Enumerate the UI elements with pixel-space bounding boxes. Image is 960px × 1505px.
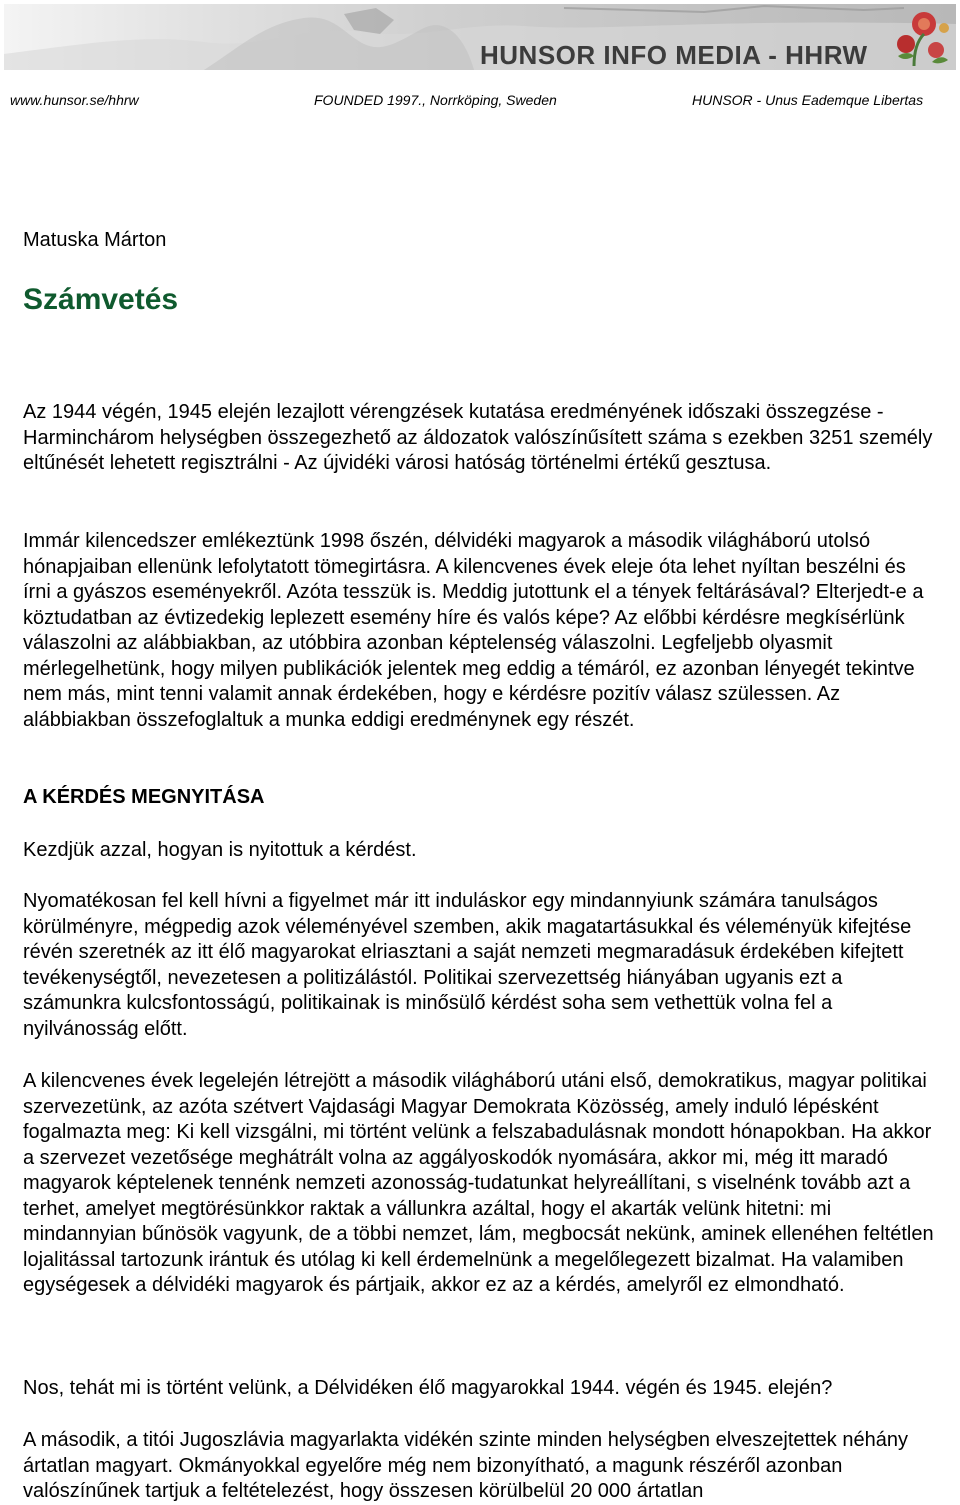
article-paragraph: Kezdjük azzal, hogyan is nyitottuk a kérdést. [23, 839, 417, 861]
brand-name: HUNSOR INFO MEDIA - HHRW [480, 40, 868, 70]
article-paragraph: Nos, tehát mi is történt velünk, a Délvidéken élő magyarokkal 1944. végén és 1945. elején? [23, 1377, 833, 1399]
article-title: Számvetés [23, 283, 179, 316]
motto-text: HUNSOR - Unus Eademque Libertas [692, 92, 924, 108]
section-heading: A KÉRDÉS MEGNYITÁSA [23, 786, 265, 808]
article-paragraph: A második, a titói Jugoszlávia magyarlakta vidékén szinte minden helységben elveszejtettek néhány ártatlan magyart. Okmányokkal egyelőre még nem bizonyítható, a magunk részéről azonban valószínűnek tartjuk a feltételezést, hogy összesen körülbelül 20 000 ártatlan [23, 1429, 908, 1502]
site-url-link[interactable]: www.hunsor.se/hhrw [10, 92, 139, 108]
article-paragraph: Nyomatékosan fel kell hívni a figyelmet már itt induláskor egy mindannyiunk számára tanulságos körülményre, mégpedig azok véleményével szemben, akik magatartásukkal és véleményük kifejtése révén szeretnék az itt élő magyarokat elriasztani a saját nemzeti megmaradásuk érdekében kifejtett tevékenységtől, nevezetesen a politizálástól. Politikai szervezettség hiányában ugyanis ezt a számunkra kulcsfontosságú, politikainak is minősülő kérdést soha sem vethettük volna fel a nyilvánosság előtt. [23, 890, 912, 1040]
article-author: Matuska Márton [23, 229, 167, 251]
flower-logo-icon [884, 6, 954, 68]
header-banner [4, 4, 956, 70]
header-subline [4, 90, 956, 112]
founded-text: FOUNDED 1997., Norrköping, Sweden [314, 92, 557, 108]
article-paragraph: Immár kilencedszer emlékeztünk 1998 őszén, délvidéki magyarok a második világháború utolsó hónapjaiban ellenünk lefolytatott tömegirtásra. A kilencvenes évek eleje óta lehet nyíltan beszélni és írni a gyászos eseményekről. Azóta tesszük is. Meddig jutottunk el a tények feltárásával? Elterjedt-e a köztudatban az évtizedekig leplezett esemény híre és valós képe? Az előbbi kérdésre megkísérlünk válaszolni az alábbiakban, az utóbbira azonban képtelenség válaszolni. Legfeljebb olyasmit mérlegelhetünk, hogy milyen publikációk jelentek meg eddig a témáról, ez azonban lényegét tekintve nem más, mint tenni valamit annak érdekében, hogy e kérdésre pozitív válasz szülessen. Az alábbiakban összefoglaltuk a munka eddigi eredménynek egy részét. [23, 530, 924, 731]
article-intro: Az 1944 végén, 1945 elején lezajlott vérengzések kutatása eredményének időszaki összegzése - Harminchárom helységben összegezhető az áldozatok valószínűsített száma s ezekben 3251 személy eltűnését lehetett regisztrálni - Az újvidéki városi hatóság történelmi értékű gesztusa. [23, 401, 933, 474]
article-paragraph: A kilencvenes évek legelején létrejött a második világháború utáni első, demokratikus, magyar politikai szervezetünk, az azóta szétvert Vajdasági Magyar Demokrata Közösség, amely induló lépésként fogalmazta meg: Ki kell vizsgálni, mi történt velünk a felszabadulásnak mondott hónapokban. Ha akkor a szervezet vezetősége meghátrált volna az aggályoskodók nyomására, akkor mi, még itt maradó magyarok képtelenek tennénk nemzeti azonosság-tudatunkat helyreállítani, s viselnénk tovább azt a terhet, amelyet megtörésünkkor raktak a vállunkra azáltal, hogy el akarták velünk hitetni: mi mindannyian bűnösök vagyunk, de a többi nemzet, lám, megbocsát nekünk, aminek ellenéhen feltétlen lojalitással tartozunk irántuk és utólag ki kell érdemelnünk a megelőlegezett bizalmat. Ha valamiben egységesek a délvidéki magyarok és pártjaik, akkor ez az a kérdés, amelyről ez elmondható. [23, 1070, 934, 1296]
